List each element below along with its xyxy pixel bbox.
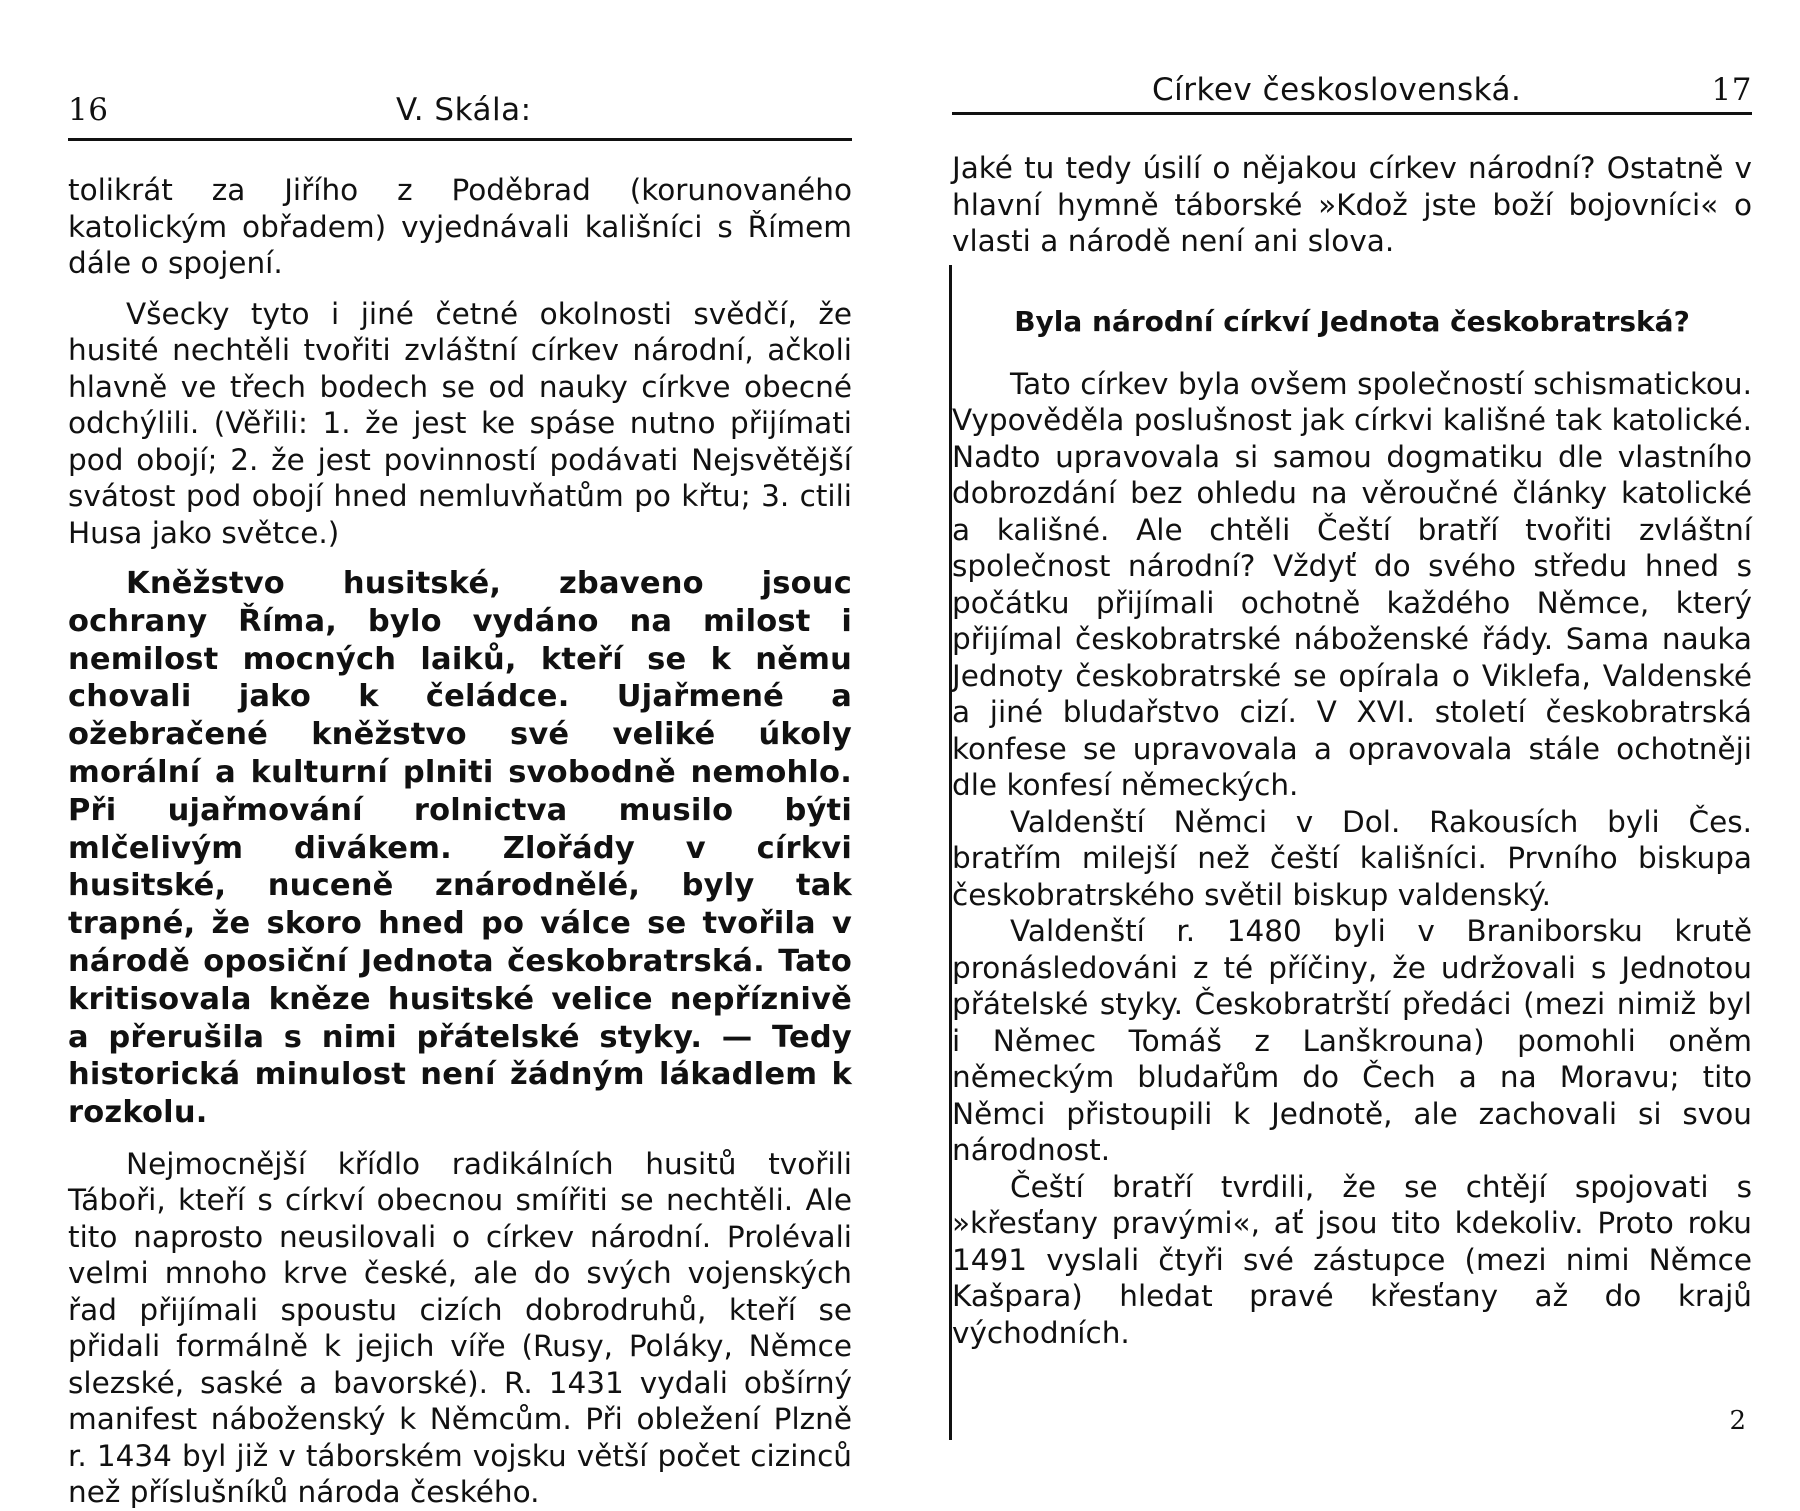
right-paragraph-4: Valdenští r. 1480 byli v Braniborsku krutě pronásledováni z té příčiny, že udržovali s Jednotou přátelské styky. Českobratrští předáci (mezi nimiž byl i Němec Tomáš z Lanškrouna) pomohli oněm německým bludařům do Čech a na Moravu; tito Němci přistoupili k Jednotě, ale zachovali si svou národnost. [952, 914, 1752, 1167]
left-paragraph-4: Nejmocnější křídlo radikálních husitů tvořili Táboři, kteří s církví obecnou smířiti se nechtěli. Ale tito naprosto neusilovali o církev národní. Prolévali velmi mnoho krve české, ale do svých vojenských řad přijímali spoustu cizích dobrodruhů, kteří se přidali formálně k jejich víře (Rusy, Poláky, Němce slezské, saské a bavorské). R. 1431 vydali obšírný manifest náboženský k Němcům. Při obležení Plzně r. 1434 byl již v táborském vojsku větší počet cizinců než příslušníků národa českého. [68, 1146, 852, 1510]
left-page-number: 16 [68, 92, 109, 128]
right-page [952, 0, 1752, 1500]
left-paragraph-3-bold: Kněžstvo husitské, zbaveno jsouc ochrany Říma, bylo vydáno na milost i nemilost mocných laiků, kteří se k němu chovali jako k čeládce. Ujařmené a ožebračené kněžstvo své veliké úkoly morální a kulturní plniti svobodně nemohlo. Při ujařmování rolnictva musilo býti mlčelivým divákem. Zlořády v církvi husitské, nuceně znárodnělé, byly tak trapné, že skoro hned po válce se tvořila v národě oposiční Jednota českobratrská. Tato kritisovala kněze husitské velice nepříznivě a přerušila s nimi přátelské styky. — Tedy historická minulost není žádným lákadlem k rozkolu. [68, 566, 852, 1131]
left-paragraph-2: Všecky tyto i jiné četné okolnosti svědčí, že husité nechtěli tvořiti zvláštní církev národní, ačkoli hlavně ve třech bodech se od nauky církve obecné odchýlili. (Věřili: 1. že jest ke spáse nutno přijímati pod obojí; 2. že jest povinností podávati Nejsvětější svátost pod obojí hned nemluvňatům po křtu; 3. ctili Husa jako světce.) [68, 296, 852, 550]
right-paragraph-1: Jaké tu tedy úsilí o nějakou církev národní? Ostatně v hlavní hymně táborské »Kdož jste boží bojovníci« o vlasti a národě není ani slova. [952, 151, 1752, 258]
left-running-title: V. Skála: [396, 92, 532, 128]
signature-mark: 2 [1729, 1406, 1746, 1436]
right-paragraph-2: Tato církev byla ovšem společností schismatickou. Vypověděla poslušnost jak církvi kališné tak katolické. Nadto upravovala si samou dogmatiku dle vlastního dobrozdání bez ohledu na věroučné články katolické a kališné. Ale chtěli Čeští bratří tvořiti zvláštní společnost národní? Vždyť do svého středu hned s počátku přijímali ochotně každého Němce, který přijímal českobratrské náboženské řády. Sama nauka Jednoty českobratrské se opírala o Viklefa, Valdenské a jiné bludařstvo cizí. V XVI. století českobratrská konfese se upravovala a opravovala stále ochotněji dle konfesí německých. [952, 366, 1752, 802]
right-page-number: 17 [1711, 72, 1752, 108]
right-running-head [952, 72, 1752, 115]
right-running-title: Církev československá. [1152, 72, 1522, 108]
left-running-head [68, 92, 852, 141]
right-paragraph-5: Čeští bratří tvrdili, že se chtějí spojovati s »křesťany pravými«, ať jsou tito kdekoliv. Proto roku 1491 vyslali čtyři své zástupce (mezi nimi Němce Kašpara) hledat pravé křesťany až do krajů východních. [952, 1169, 1752, 1350]
section-heading: Byla národní církví Jednota českobratrská? [1014, 304, 1690, 338]
left-page [68, 0, 852, 1510]
left-text-column [68, 172, 852, 1511]
right-paragraph-3: Valdenští Němci v Dol. Rakousích byli Čes. bratřím milejší než čeští kališníci. Prvního biskupa českobratrského světil biskup valdenský. [952, 804, 1752, 912]
left-paragraph-1: tolikrát za Jiřího z Poděbrad (korunovaného katolickým obřadem) vyjednávali kališníci s Římem dále o spojení. [68, 173, 852, 280]
right-text-column [952, 150, 1752, 1351]
